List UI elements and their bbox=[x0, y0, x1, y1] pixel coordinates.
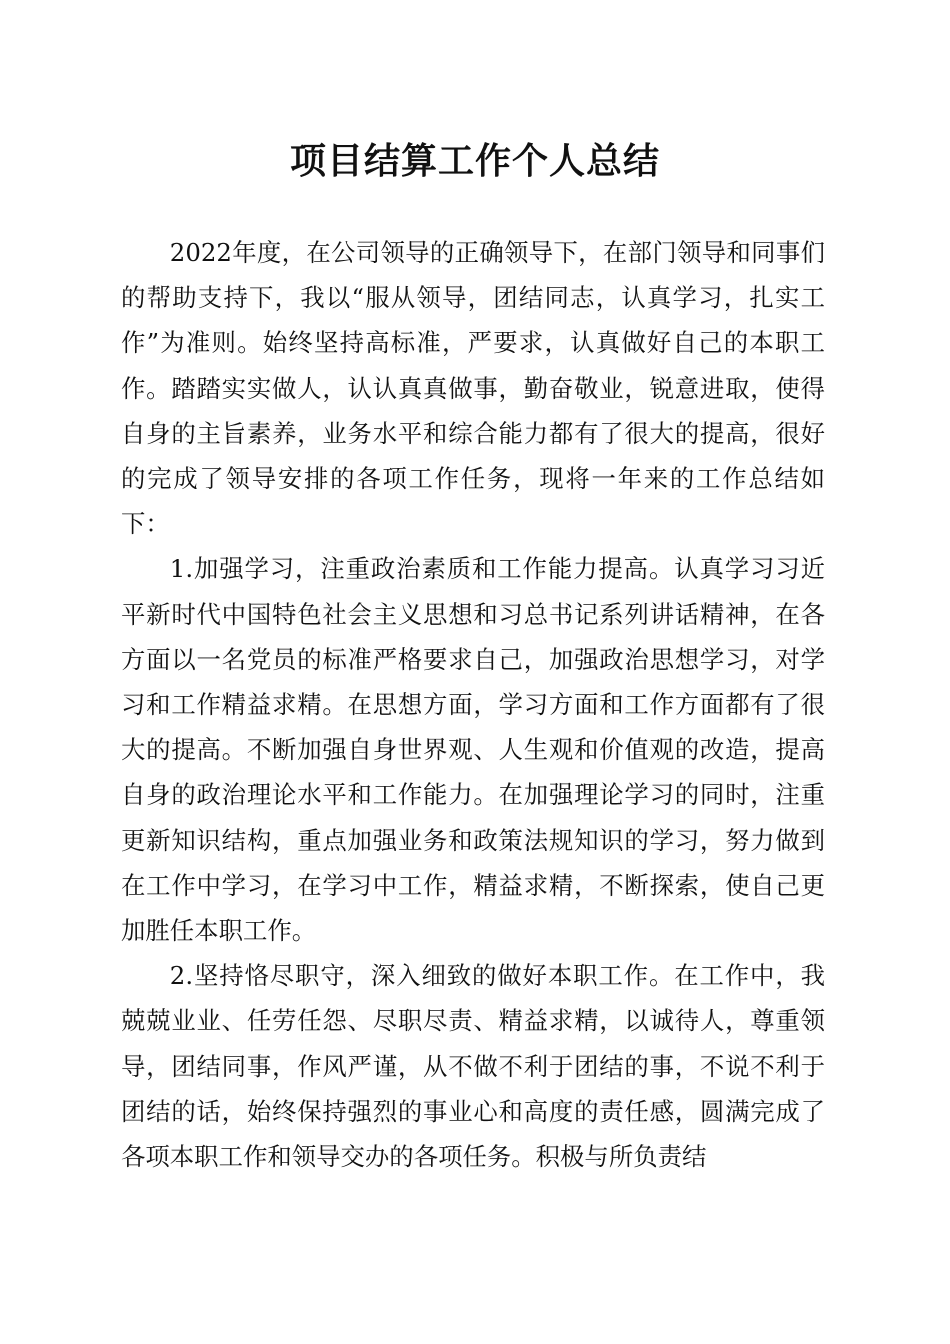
paragraph-intro: 2022年度，在公司领导的正确领导下，在部门领导和同事们的帮助支持下，我以“服从领导，团结同志，认真学习，扎实工作”为准则。始终坚持高标准，严要求，认真做好自己的本职工作。踏踏实实做人，认认真真做事，勤奋敬业，锐意进取，使得自身的主旨素养，业务水平和综合能力都有了很大的提高，很好的完成了领导安排的各项工作任务，现将一年来的工作总结如下： bbox=[121, 238, 825, 539]
paragraph-item-2: 2.坚持恪尽职守，深入细致的做好本职工作。在工作中，我兢兢业业、任劳任怨、尽职尽责、精益求精，以诚待人，尊重领导，团结同事，作风严谨，从不做不利于团结的事，不说不利于团结的话，始终保持强烈的事业心和高度的责任感，圆满完成了各项本职工作和领导交办的各项任务。积极与所负责结 bbox=[121, 961, 825, 1172]
paragraph-item-1: 1.加强学习，注重政治素质和工作能力提高。认真学习习近平新时代中国特色社会主义思想和习总书记系列讲话精神，在各方面以一名党员的标准严格要求自己，加强政治思想学习，对学习和工作精益求精。在思想方面，学习方面和工作方面都有了很大的提高。不断加强自身世界观、人生观和价值观的改造，提高自身的政治理论水平和工作能力。在加强理论学习的同时，注重更新知识结构，重点加强业务和政策法规知识的学习，努力做到在工作中学习，在学习中工作，精益求精，不断探索，使自己更加胜任本职工作。 bbox=[121, 554, 825, 946]
document-body bbox=[121, 230, 825, 1179]
document-title: 项目结算工作个人总结 bbox=[289, 140, 660, 182]
